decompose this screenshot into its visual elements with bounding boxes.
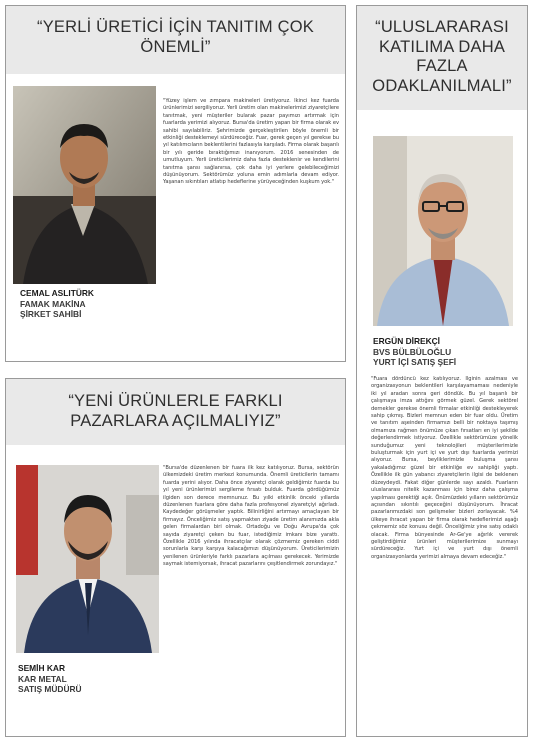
quote-text: "Fuara dördüncü kez katılıyoruz. İlginin azalması ve organizasyonun beklentileri karşılayamaması nedeniyle iki yıl aradan sonra geri döndük. Bu yıl başarılı bir çalışmaya imza attığını görmek güzel. Gerek sektörel dernekler gerekse önemli firmalar etkinliği destekleyerek sahip çıkmış. Bizleri memnun eden bir fuar oldu. Üretim ve tanıtım aşeinden firmamızı belli bir noktaya taşımış olmamıza rağmen önümüze çıkan fırsatları en iyi şekilde değerlendirmek istiyoruz. Özellikle sektörümüze yönelik sunduğumuz yeni teknolojileri müşterilerimizle buluşturmak için yurt içi ve yurt dışı fuarlarda yerimizi alıyoruz. Bursa, beyliklerimizle buluşma şansı yakaladığımız güzel bir etkinliğe ev sahipliği yaptı. Özellikle ilk gün yabancı ziyaretçilerin ilgisi de beklenen düzeydeydi. Fakat diğer günlerde sayı azaldı. Fuarların uluslararası nitelik kazanması için birez daha çalışma yapılması gerektiği açık. Önümüzdeki yılların sektörümüz açısından sıkıntılı geçeceğini düşünüyorum. İhracat pazarlarımızdaki son gelişmeler bizleri zorlayacak. %4 ülkeye ihracat yapan bir firma olarak hedeflerimizi aşağı çekmemiz söz konusu değil. Önceliğimiz yine satış odaklı olacak. Firma bünyesinde Ar-Ge'ye ağırlık vererek geliştirdiğimiz ürünleri müşterilerimize sunmayı sürdüreceğiz. Yurt içi ve yurt dışı önemli organizasyonlarda yerimizi almaya devam edeceğiz." (371, 376, 518, 560)
heading: “ULUSLARARASI KATILIMA DAHA FAZLA ODAKLANILMALI” (372, 18, 512, 95)
person-name: CEMAL ASLITÜRK (20, 288, 94, 298)
heading: “YENİ ÜRÜNLERLE FARKLI PAZARLARA AÇILMALIYIZ” (68, 392, 283, 430)
person-meta (18, 663, 158, 695)
company-name: BVS BÜLBÜLOĞLU (373, 346, 452, 357)
quote-text: "Yüzey işlem ve zımpara makineleri üretiyoruz. İkinci kez fuarda ürünlerimizi sergiliyoruz. Yerli üretim olan makinelerimizi ziyaretçilere tanıtmak, yeni müşteriler bularak pazar payımızı artırmak için fuarlarda yerimizi alıyoruz. Bursa'da üretim yapan bir firma olarak ev sahibi sayılabiliriz. Şehrimizde gerçekleştirilen böyle önemli bir etkinliği desteklemeyi sürdüreceğiz. Fuar, gerek geçen yıl gerekse bu yıl katılımcıların beklentilerini fazlasıyla karşıladı. Firma olarak başarılı bir yılı geride bıraktığımızı inanıyorum. 2016 senesinden de umutluyum. Yerli üreticilerimiz daha fazla destekleniır ve kendilerini tanıtma şansı sağlanırsa, çok daha iyi yerlere gelebileceğimizi düşünüyorum. Sektörümüz yoluna emin adımlarla devam ediyor. Yaşanan sıkıntıları atlatıp hedeflerine yürüyeceğinden kuşkum yok." (163, 98, 339, 186)
interview-box-ergun (356, 5, 528, 737)
company-name: FAMAK MAKİNA (20, 298, 86, 309)
job-title: YURT İÇİ SATIŞ ŞEFİ (373, 357, 457, 367)
person-name: ERGÜN DİREKÇİ (373, 336, 441, 346)
person-meta (373, 336, 523, 368)
job-title: SATIŞ MÜDÜRÜ (18, 684, 82, 694)
person-name: SEMİH KAR (18, 663, 65, 673)
interview-box-semih (5, 378, 346, 737)
heading-band (6, 6, 345, 74)
quote-text: "Bursa'de düzenlenen bir fuara ilk kez katılıyoruz. Bursa, sektörün ülkemizdeki üretim merkezi konumunda. Önemli üreticilerin tamamı fuarda yerini alıyor. Daha önce ziyaretçi olarak geldiğimiz fuarda bu yıl yeni ürünlerimizi sergileme fırsatı bulduk. Fuarda gördüğümüz ilgiden son derece memnunuz. Bu yılki etkinlik önceki yıllarda düzenlenen fuarlara göre daha fazla profesyonel ziyaretçiyi ağırladı. Kaydedeğer görüşmeler yaptık. Bilinirliğini artırmayı amaçlayan bir firmayız. Önceliğimiz satış yapmakten ziyade üretim alanımızda akla gelen firmalardan biri olmak. Ortadoğu ve Doğu Avrupa'da çok sayıda ziyaretçi çeken bu fuar, istediğimiz imkanı bize yarattı. Özellikle 2016 yılında ihracatçılar olarak çözmemiz gereken ciddi sorunlarla karşı karşıya kalacağımızı düşünüyorum. Üreticilerimizin yenilenen ürünleriyle farklı pazarlara açılması gerekecek. Yerimizde saymak istemiyorsak, ihracat pazarlarını çeşitlendirmek zorundayız." (163, 465, 339, 568)
company-name: KAR METAL (18, 673, 67, 684)
job-title: ŞİRKET SAHİBİ (20, 309, 82, 319)
portrait-photo (13, 86, 156, 284)
interview-box-cemal (5, 5, 346, 362)
portrait-photo (373, 136, 513, 326)
heading: “YERLİ ÜRETİCİ İÇİN TANITIM ÇOK ÖNEMLİ” (37, 18, 314, 56)
heading-band (357, 6, 527, 110)
portrait-photo (16, 465, 159, 653)
heading-band (6, 379, 345, 445)
person-meta (20, 288, 160, 320)
